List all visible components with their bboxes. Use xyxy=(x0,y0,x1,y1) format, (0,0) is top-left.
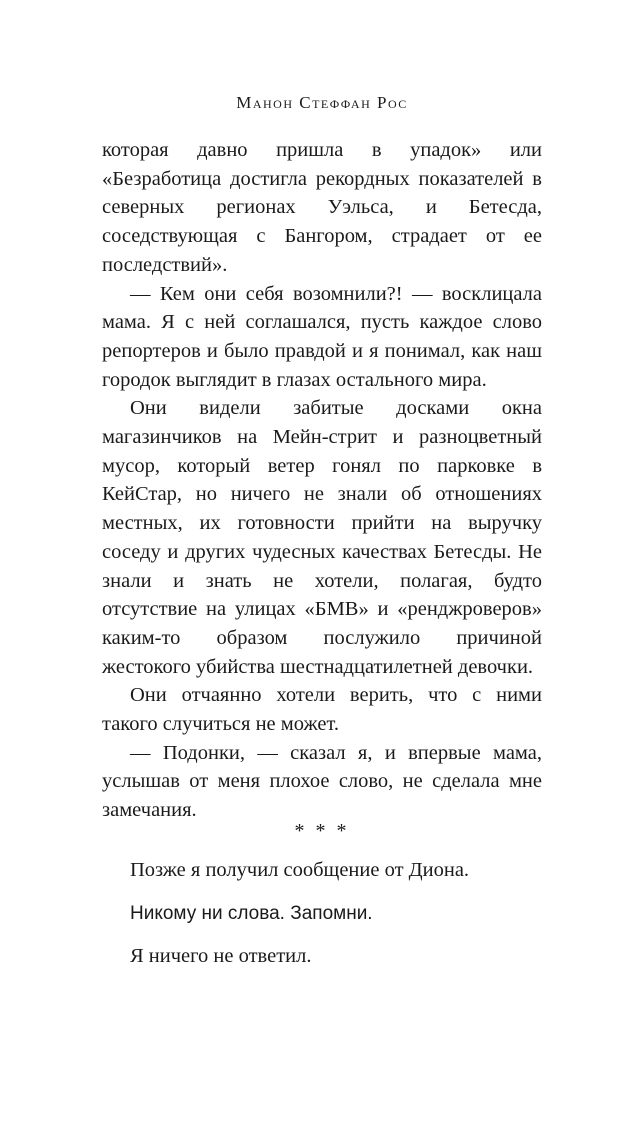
paragraph: Они отчаянно хотели верить, что с ними такого случиться не может. xyxy=(102,684,542,736)
paragraph: Они видели забитые досками окна магазинчиков на Мейн-стрит и разноцветный мусор, который ветер гонял по парковке в КейСтар, но ничего не знали об отношениях местных, их готовности прийти на выручку соседу и других чудесных качествах Бетесды. Не знали и знать не хотели, полагая, будто отсутствие на улицах «БМВ» и «ренджроверов» каким-то образом послужило причиной жестокого убийства шестнадцатилетней девочки. xyxy=(102,397,542,678)
ending-line: Позже я получил сообщение от Диона. xyxy=(130,859,470,881)
body-text xyxy=(102,136,542,825)
paragraph: — Кем они себя возомнили?! — восклицала мама. Я с ней соглашался, пусть каждое слово репортеров и было правдой и я понимал, как наш городок выглядит в глазах остального мира. xyxy=(102,282,542,391)
ending-line: Я ничего не ответил. xyxy=(130,945,312,967)
paragraph: — Подонки, — сказал я, и впервые мама, услышав от меня плохое слово, не сделала мне замечания. xyxy=(102,741,542,822)
section-break: * * * xyxy=(294,820,350,842)
running-head: Манон Стеффан Рос xyxy=(236,93,408,112)
text-message: Никому ни слова. Запомни. xyxy=(130,903,373,924)
paragraph: которая давно пришла в упадок» или «Безработица достигла рекордных показателей в северных регионах Уэльса, и Бетесда, соседствующая с Бангором, страдает от ее последствий». xyxy=(102,139,542,276)
